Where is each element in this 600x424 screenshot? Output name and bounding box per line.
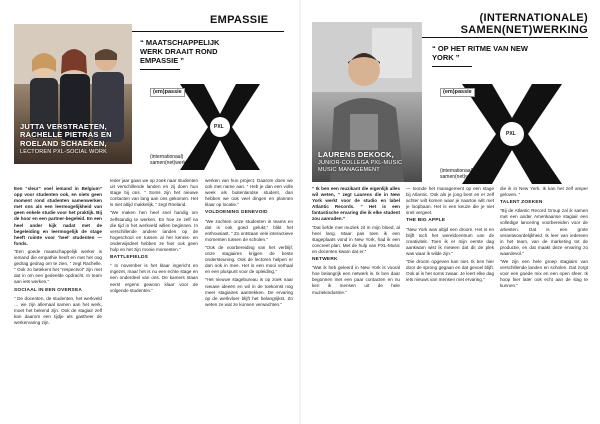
x-meta-label: (internationaal) samen(net)werking xyxy=(150,154,193,166)
paragraph: “We maken hen heel snel handig om zelfstandig te werken. En hoe ze zelf na die tijd in het werkveld willen beginnen. In verschillende andere landen op de hogeschool en tussen al het kennis- en onderwijsdeel hebben ze hier ook geen hulp en het zijn mooie momenten.” xyxy=(110,210,198,253)
x-tag-label: (em)passie xyxy=(150,88,185,97)
photo-caption xyxy=(20,123,126,157)
subheading: VOLDOENING GENEVOID xyxy=(205,210,268,216)
subheading: THE BIG APPLE xyxy=(406,218,446,224)
pxl-x-logo xyxy=(150,84,270,170)
paragraph: “Bij de Atlantic Record Group zal ik samen met een ander Amerikaanse stagiair een volledige lancering voorbereiden voor de artiesten. Dat is een grote verantwoordelijkheid. Ik leer van iedereen in het team, van de marketing tot de productie, en dat maakt deze ervaring zo waardevol.” xyxy=(500,208,588,256)
body-column-1 xyxy=(312,186,400,298)
paragraph: Een “sleur” voel iemand in Belgium” opp voor studenten ook, en niets geen moment rond studenten samenwerken met ons als een leermogelijkheid van geen enkele studie voor het praktijk. Bij de hoor en een partner-begeleid. En een heel ander kijk nadat met de begeleiding en leermogelijk de stage heeft ruimte voor ‘heel’ studenten — fonds. xyxy=(14,186,102,246)
paragraph: “Die droom opgeven kan niet. Ik ben hier door de sprong gegaan en dat gevoel blijft. Ook al is het soms zwaar. Je leert elke dag iets nieuws van mensen met ervaring.” xyxy=(406,259,494,283)
subheading: NETWERK xyxy=(312,257,338,263)
section-title-empassie: EMPASSIE xyxy=(210,14,269,26)
quote-rule xyxy=(432,66,472,67)
paragraph: “We zijn een hele groep stagiairs van verschillende landen en scholen. Dat zorgt voor een goede mix en een open sfeer. Ik hoop hier later ook echt aan de slag te kunnen.” xyxy=(500,259,588,289)
paragraph: “Het nieuwe stagebureau is op zoek naar nieuwe ideeën en wil in de toekomst nog meer stagiaires aantrekken. De ervaring op de werkvloer blijft het belangrijkst. Zo weten ze wat ze kunnen verwachten.” xyxy=(205,277,293,307)
caption-names: LAURENS DEKOCK, xyxy=(318,149,394,159)
pull-quote: “ MAATSCHAPPELIJK WERK DRAAIT ROND EMPASSIE ” xyxy=(140,38,220,65)
pxl-label: PXL xyxy=(506,131,516,137)
section-title-samenwerking: (INTERNATIONALE) SAMEN(NET)WERKING xyxy=(460,12,588,36)
paragraph: “We zochten onze studenten in teams en dat is ook goed gelukt,” blikt het enthousiast. “ Zo ontstaan vele interactieve momenten tussen de scholen.” xyxy=(205,218,293,242)
body-column-2 xyxy=(110,178,198,296)
paragraph: “Een goede maatschappelijk werker is iemand die empathie heeft en met het oog gedrag gedrag om te zien, “ zegt Rachelle. “ Ook zo betekent het “respectvol” zijn met dat in om een gedeelde opdracht. In team aan iets werken.” xyxy=(14,248,102,285)
paragraph: die ik in New York. Ik kan het zelf amper geloven. ” xyxy=(500,186,588,198)
subheading: BATTLEFIELDS xyxy=(110,255,149,261)
paragraph: “Ook de voorbereiding van het verblijf, onze stagiaires krijgen de beste ondersteuning. Ook de lectoren helpen er dan ook in mee. Het is een mooi verhaal en een pluspunt voor de opleiding.” xyxy=(205,244,293,275)
x-meta-label: (internationaal) samen(net)werking xyxy=(440,168,483,180)
body-column-3 xyxy=(500,186,588,292)
subheading: TALENT ZOEKEN xyxy=(500,200,543,206)
caption-role: LECTOREN PXL-SOCIAL WORK xyxy=(20,149,108,155)
body-column-1 xyxy=(14,186,102,328)
portrait-photo-laurens xyxy=(312,22,422,182)
paragraph: Ieder jaar gaan we op zoek naar studenten uit verschillende landen en zij doen hun stage bij ons. “ Soms zijn het nieuwe contacten van lang aan ons gekomen. Het is niet altijd makkelijk, “ zegt Roeland. xyxy=(110,178,198,208)
body-column-2 xyxy=(406,186,494,285)
caption-names: JUTTA VERSTRAETEN, RACHELLE PIETRAS EN ROELAND SCHAEKEN, xyxy=(20,121,112,148)
page-gutter xyxy=(299,0,301,424)
x-tag-label: (em)passie xyxy=(440,88,475,97)
paragraph: “ In november is het klaar ingericht en ingezet, maar het is nu een echte stage en een onderdeel van ons. De kamers staan eerst ergens gewoon klaar voor de volgende studenten.” xyxy=(110,263,198,293)
body-column-3 xyxy=(205,178,293,310)
paragraph: “ Ik ben een muzikant die eigenlijk alles wil weten, “ zegt Laurens die in New York werkt voor de studio en label Atlantic Records. “ Het is een fantastische ervaring die ik elke student zou aanraden.” xyxy=(312,186,400,222)
paragraph: “ De docenten, de studenten, het werkveld … we zijn allemaal samen aan het werk, moet het bekend zijn. Ook de stagiair zelf kan daarom een tijdje als gastheer de werkervaring zijn. xyxy=(14,295,102,325)
pull-quote: “ OP HET RITME VAN NEW YORK ” xyxy=(432,44,528,62)
quote-rule xyxy=(140,69,180,70)
paragraph: “Wat ik heb geleerd in New York is vooral hoe belangrijk een netwerk is. Ik ben daar begonnen met een paar contacten en nu ken ik mensen uit de hele muziekindustrie.” xyxy=(312,265,400,295)
subheading: SOCIAAL IN EEN OVERSEA xyxy=(14,287,83,293)
caption-role: JUNIOR-COLLEGA PXL-MUSIC MUSIC MANAGEMENT xyxy=(318,160,403,173)
paragraph: “New York was altijd een droom. Het is en blijft toch het wereldcentrum van de creativiteit. Toen ik er mijn eerste dag aankwam wist ik meteen dat dit de plek was waar ik wilde zijn.” xyxy=(406,226,494,256)
pxl-x-logo xyxy=(440,84,580,184)
portrait-photo-lectors xyxy=(14,24,132,164)
photo-caption xyxy=(318,151,416,175)
paragraph: werken van hun project. Daarom doen we ook met name aan. “ Heb je dan een volle week als buitenlandse student, dan hebben we ook veel dingen en plannen klaar op locatie.” xyxy=(205,178,293,208)
paragraph: — toonde het management op een stage bij Atlantic. Ook als je jong bent en er zelf achter wilt komen waar je naartoe wilt met je loopbaan. Het is een keuze die je niet snel vergeet. xyxy=(406,186,494,216)
pxl-label: PXL xyxy=(214,124,224,130)
paragraph: “Dat liefde met muziek zit in mijn bloed, al heel lang. Maar pas toen ik een stageplaats vond in New York, had ik een concreet plan. Met de hulp van PXL-Music en docenten kwam dat er.” xyxy=(312,224,400,254)
